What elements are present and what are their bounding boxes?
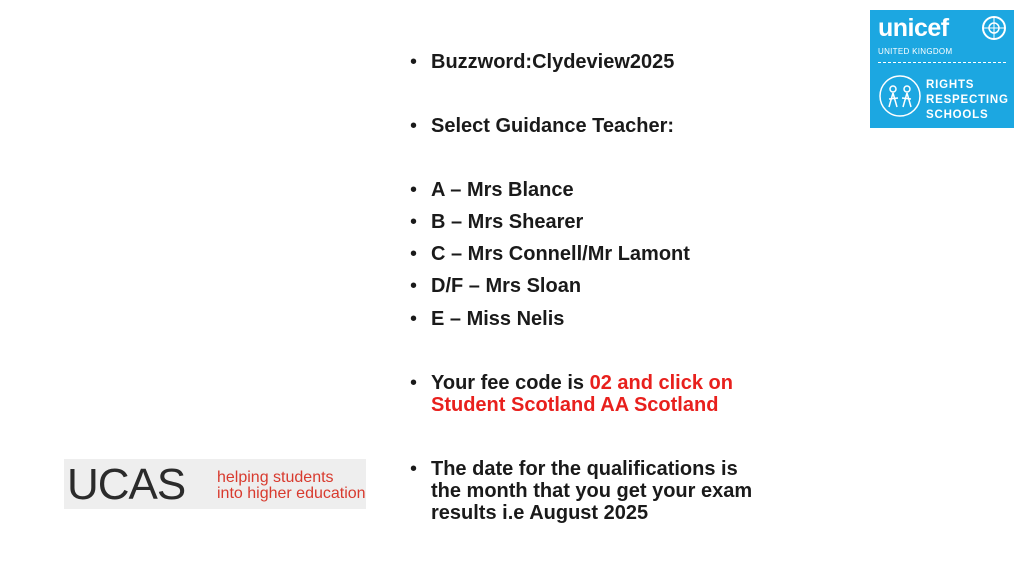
teacher-item-c — [410, 243, 810, 265]
buzzword-item — [410, 51, 810, 73]
ucas-tagline — [217, 470, 366, 502]
teacher-text-e: E – Miss Nelis — [431, 308, 565, 330]
qualification-date-item — [410, 458, 810, 524]
select-teacher-text: Select Guidance Teacher: — [431, 115, 675, 137]
bullet-dot: • — [410, 308, 418, 330]
fee-code-item — [410, 372, 810, 416]
buzzword-text: Buzzword:Clydeview2025 — [431, 51, 675, 73]
teacher-text-df: D/F – Mrs Sloan — [431, 275, 582, 297]
fee-code-prefix: Your fee code is — [431, 372, 590, 394]
select-teacher-item — [410, 115, 810, 137]
ucas-tagline-line-1: helping students — [217, 469, 334, 486]
ucas-wordmark: UCAS — [67, 460, 186, 509]
bullet-dot: • — [410, 372, 418, 394]
fee-code-highlight-1: 02 and click on — [589, 372, 733, 394]
teacher-item-a — [410, 179, 810, 201]
bullet-dot: • — [410, 275, 418, 297]
bullet-dot: • — [410, 211, 418, 233]
fee-code-highlight-2: Student Scotland AA Scotland — [431, 394, 719, 416]
bullet-dot: • — [410, 458, 418, 480]
unicef-rights-respecting-schools-logo — [870, 10, 1014, 128]
qualification-date-line-3: results i.e August 2025 — [431, 502, 649, 524]
rrs-line-2: RESPECTING — [926, 94, 1009, 106]
un-emblem-icon — [980, 14, 1008, 42]
teacher-text-c: C – Mrs Connell/Mr Lamont — [431, 243, 690, 265]
rrs-line-1: RIGHTS — [926, 79, 975, 91]
fee-code-text — [431, 372, 733, 416]
teacher-item-e — [410, 308, 810, 330]
unicef-wordmark: unicef — [878, 14, 949, 42]
qualification-date-line-2: the month that you get your exam — [431, 480, 753, 502]
teacher-text-a: A – Mrs Blance — [431, 179, 574, 201]
unicef-country: UNITED KINGDOM — [878, 47, 953, 56]
teacher-text-b: B – Mrs Shearer — [431, 211, 584, 233]
teacher-item-b — [410, 211, 810, 233]
qualification-date-line-1: The date for the qualifications is — [431, 458, 738, 480]
bullet-dot: • — [410, 51, 418, 73]
ucas-logo — [64, 459, 366, 509]
rrs-line-3: SCHOOLS — [926, 109, 989, 121]
bullet-dot: • — [410, 115, 418, 137]
children-emblem-icon — [878, 74, 922, 118]
bullet-dot: • — [410, 243, 418, 265]
bullet-dot: • — [410, 179, 418, 201]
rights-respecting-schools-text — [926, 78, 1009, 123]
unicef-divider — [878, 62, 1006, 63]
ucas-tagline-line-2: into higher education — [217, 485, 366, 502]
qualification-date-text — [431, 458, 752, 524]
teacher-item-df — [410, 275, 810, 297]
